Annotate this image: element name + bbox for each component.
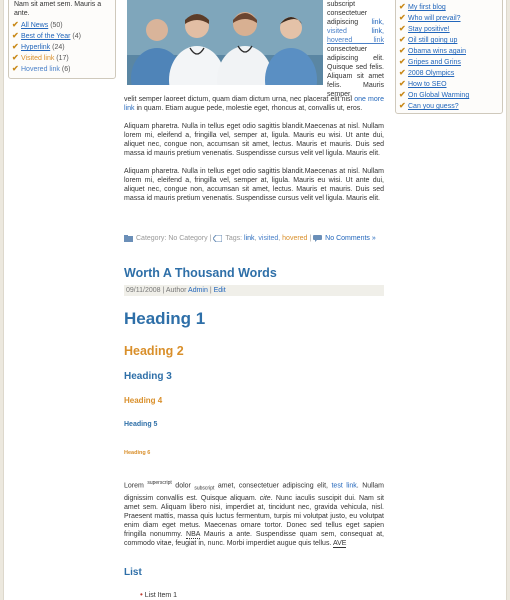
abbr-nba: NBA [186,530,201,538]
recent-post-item [399,67,469,78]
doctors-illustration [127,0,323,85]
category-item [12,19,81,30]
abbr-ave: AVE [332,539,347,547]
check-icon: ✔ [399,35,406,44]
body-text: dolor [175,482,191,490]
hovered-link[interactable]: hovered link [327,37,384,44]
category-item [12,52,81,63]
body-text: . Nunc iaculis suscipit dui. Nam sit amet sem. Aliquam libero nisi, imperdiet at, tincidunt nec, gravida vehicula, nisl. Praesent mattis, massa quis luctus fermentum, turpis mi volutpat justo, eu volutpat enim diam eget metus. Maecenas ornare tortor. Donec sed tellus eget sapien fringilla nonummy. [124,494,384,538]
right-sidebar-widget [395,0,503,114]
recent-post-link[interactable]: Who will prevail? [408,15,461,22]
body-text: in quam. Etiam augue pede, molestie eget, rhoncus at, convallis ut, eros. [136,105,363,112]
check-icon: ✔ [399,24,406,33]
category-count: (4) [72,33,81,40]
bullet-icon: • [140,590,143,599]
post-date: 09/11/2008 [126,287,161,294]
category-link-best-of-year[interactable]: Best of the Year [21,33,71,40]
body-text: Nullam dignissim convallis est. Quisque aliquam. [124,482,384,502]
category-count: (50) [50,22,63,29]
recent-post-link[interactable]: Oil still going up [408,37,458,44]
check-icon: ✔ [12,31,19,40]
post-meta: Category: No Category | Tags: link, visited, hovered | No Comments » [124,233,384,244]
author-link[interactable]: Admin [188,287,208,294]
edit-link[interactable]: Edit [213,287,226,294]
paragraph-continued [124,95,384,113]
category-count: (24) [52,44,65,51]
paragraph: Aliquam pharetra. Nulla in tellus eget odio sagittis blandit.Maecenas at nisl. Nullam lorem mi, eleifend a, fringilla vel, semper at, ligula. Mauris eu wisi. Ut ante dui, aliquet nec, congue non, accumsan sit amet, lectus. Mauris et mauris. Duis sed massa id mauris pretium venenatis. Suspendisse cursus velit vel ligula. Mauris elit. [124,123,384,157]
heading-4: Heading 4 [124,396,163,405]
check-icon: ✔ [399,90,406,99]
one-more-link[interactable]: one more link [124,96,384,112]
category-item [12,30,81,41]
inline-link[interactable]: link, [371,19,384,26]
category-count: (6) [61,66,71,73]
check-icon: ✔ [399,46,406,55]
check-icon: ✔ [12,42,19,51]
check-icon: ✔ [12,64,19,73]
post-content [124,95,384,203]
widget-intro-text: Nam sit amet sem. Mauris a ante. [14,1,102,17]
category-link-visited[interactable]: Visited link [21,55,55,62]
check-icon: ✔ [399,57,406,66]
check-icon: ✔ [399,68,406,77]
doctors-photo [127,0,323,85]
comment-icon [313,235,322,242]
category-count: (17) [56,55,69,62]
check-icon: ✔ [399,13,406,22]
tag-link[interactable]: link [244,235,255,242]
cite-text: cite [259,494,271,502]
recent-post-link[interactable]: On Global Warming [408,92,470,99]
check-icon: ✔ [12,53,19,62]
category-link-hyperlink[interactable]: Hyperlink [21,44,51,51]
recent-post-link[interactable]: 2008 Olympics [408,70,455,77]
author-label: Author [165,287,187,294]
category-link-hovered[interactable]: Hovered link [21,66,60,73]
body-text: Mauris a ante. Suspendisse quam sem, consequat at, commodo vitae, feugiat in, nunc. Morbi imperdiet augue quis tellus. [124,530,385,547]
formatting-sample [124,479,384,548]
recent-posts-list [399,1,469,111]
recent-post-link[interactable]: Gripes and Grins [408,59,461,66]
body-text: velit semper laoreet dictum, quam diam dictum urna, nec placerat elit nisl [124,96,353,103]
recent-post-item [399,89,469,100]
check-icon: ✔ [399,101,406,110]
list-item [140,590,177,600]
paragraph: Lorem $^{superscript}$ dolor $_{subscript}$ amet, consectetuer adipiscing elit, test link. Nullam dignissim convallis est. Quisque aliquam. cite. Nunc iaculis suscipit dui. Nam sit amet sem. Aliquam libero nisi, imperdiet at, tincidunt nec, gravida vehicula, nisl. Praesent mattis, massa quis luctus fermentum, turpis mi volutpat justo, eu volutpat enim diam eget metus. Maecenas ornare tortor. Donec sed tellus eget sapien fringilla nonummy. NBA Mauris a ante. Suspendisse quam sem, consequat at, commodo vitae, feugiat in, nunc. Morbi imperdiet augue quis tellus. AVE [124,480,385,547]
check-icon: ✔ [12,20,19,29]
recent-post-link[interactable]: Obama wins again [408,48,466,55]
heading-1: Heading 1 [124,309,206,328]
comments-link[interactable]: No Comments » [325,235,376,242]
category-value-link[interactable]: No Category [168,235,208,242]
test-link[interactable]: test link [331,482,357,490]
recent-post-item [399,45,469,56]
recent-post-item [399,100,469,111]
category-item [12,41,81,52]
category-label: Category: [136,235,167,242]
category-item [12,63,81,74]
recent-post-link[interactable]: How to SEO [408,81,447,88]
tags-label: Tags: [225,235,243,242]
folder-icon [124,235,133,242]
check-icon: ✔ [399,2,406,11]
recent-post-item [399,78,469,89]
recent-post-item [399,34,469,45]
list-item-label: List Item 1 [144,592,178,599]
paragraph: Aliquam pharetra. Nulla in tellus eget odio sagittis blandit.Maecenas at nisl. Nullam lorem mi, eleifend a, fringilla vel, semper at, ligula. Mauris eu wisi. Ut ante dui, aliquet nec, congue non, accumsan sit amet, lectus. Mauris et mauris. Duis sed massa id mauris pretium venenatis. Suspendisse cursus velit vel ligula. Mauris elit. [124,168,384,202]
category-link-all-news[interactable]: All News [21,22,49,29]
heading-5: Heading 5 [124,421,158,428]
superscript-text: superscript [147,480,172,486]
post-title[interactable]: Worth A Thousand Words [124,266,277,280]
left-sidebar-widget [8,0,116,79]
body-text: Lorem [124,482,144,490]
recent-post-link[interactable]: My first blog [408,4,446,11]
recent-post-item [399,56,469,67]
heading-2: Heading 2 [124,344,184,358]
body-text: consectetuer adipiscing elit. Quisque sed felis. Aliquam sit amet felis. Mauris semper, [327,46,384,98]
recent-post-item [399,23,469,34]
recent-post-link[interactable]: Stay positive! [408,26,450,33]
heading-6: Heading 6 [124,450,151,456]
category-list [12,19,81,74]
subscript-text: subscript [194,485,215,492]
recent-post-item [399,12,469,23]
tag-hovered-link[interactable]: hovered [282,235,308,242]
tag-visited-link[interactable]: visited [258,235,279,242]
list-heading: List [124,567,142,578]
check-icon: ✔ [399,79,406,88]
visited-text: visited [327,28,347,35]
image-side-text [327,0,384,99]
body-text: amet, consectetuer adipiscing elit, [217,482,328,490]
body-text: subscript consectetuer adipiscing [327,1,368,26]
tag-icon [213,235,222,242]
recent-post-link[interactable]: Can you guess? [408,103,459,110]
inline-link[interactable]: link, [371,28,384,35]
recent-post-item [399,1,469,12]
post-info-bar: 09/11/2008 | Author Admin | Edit [124,285,384,296]
heading-3: Heading 3 [124,371,172,382]
